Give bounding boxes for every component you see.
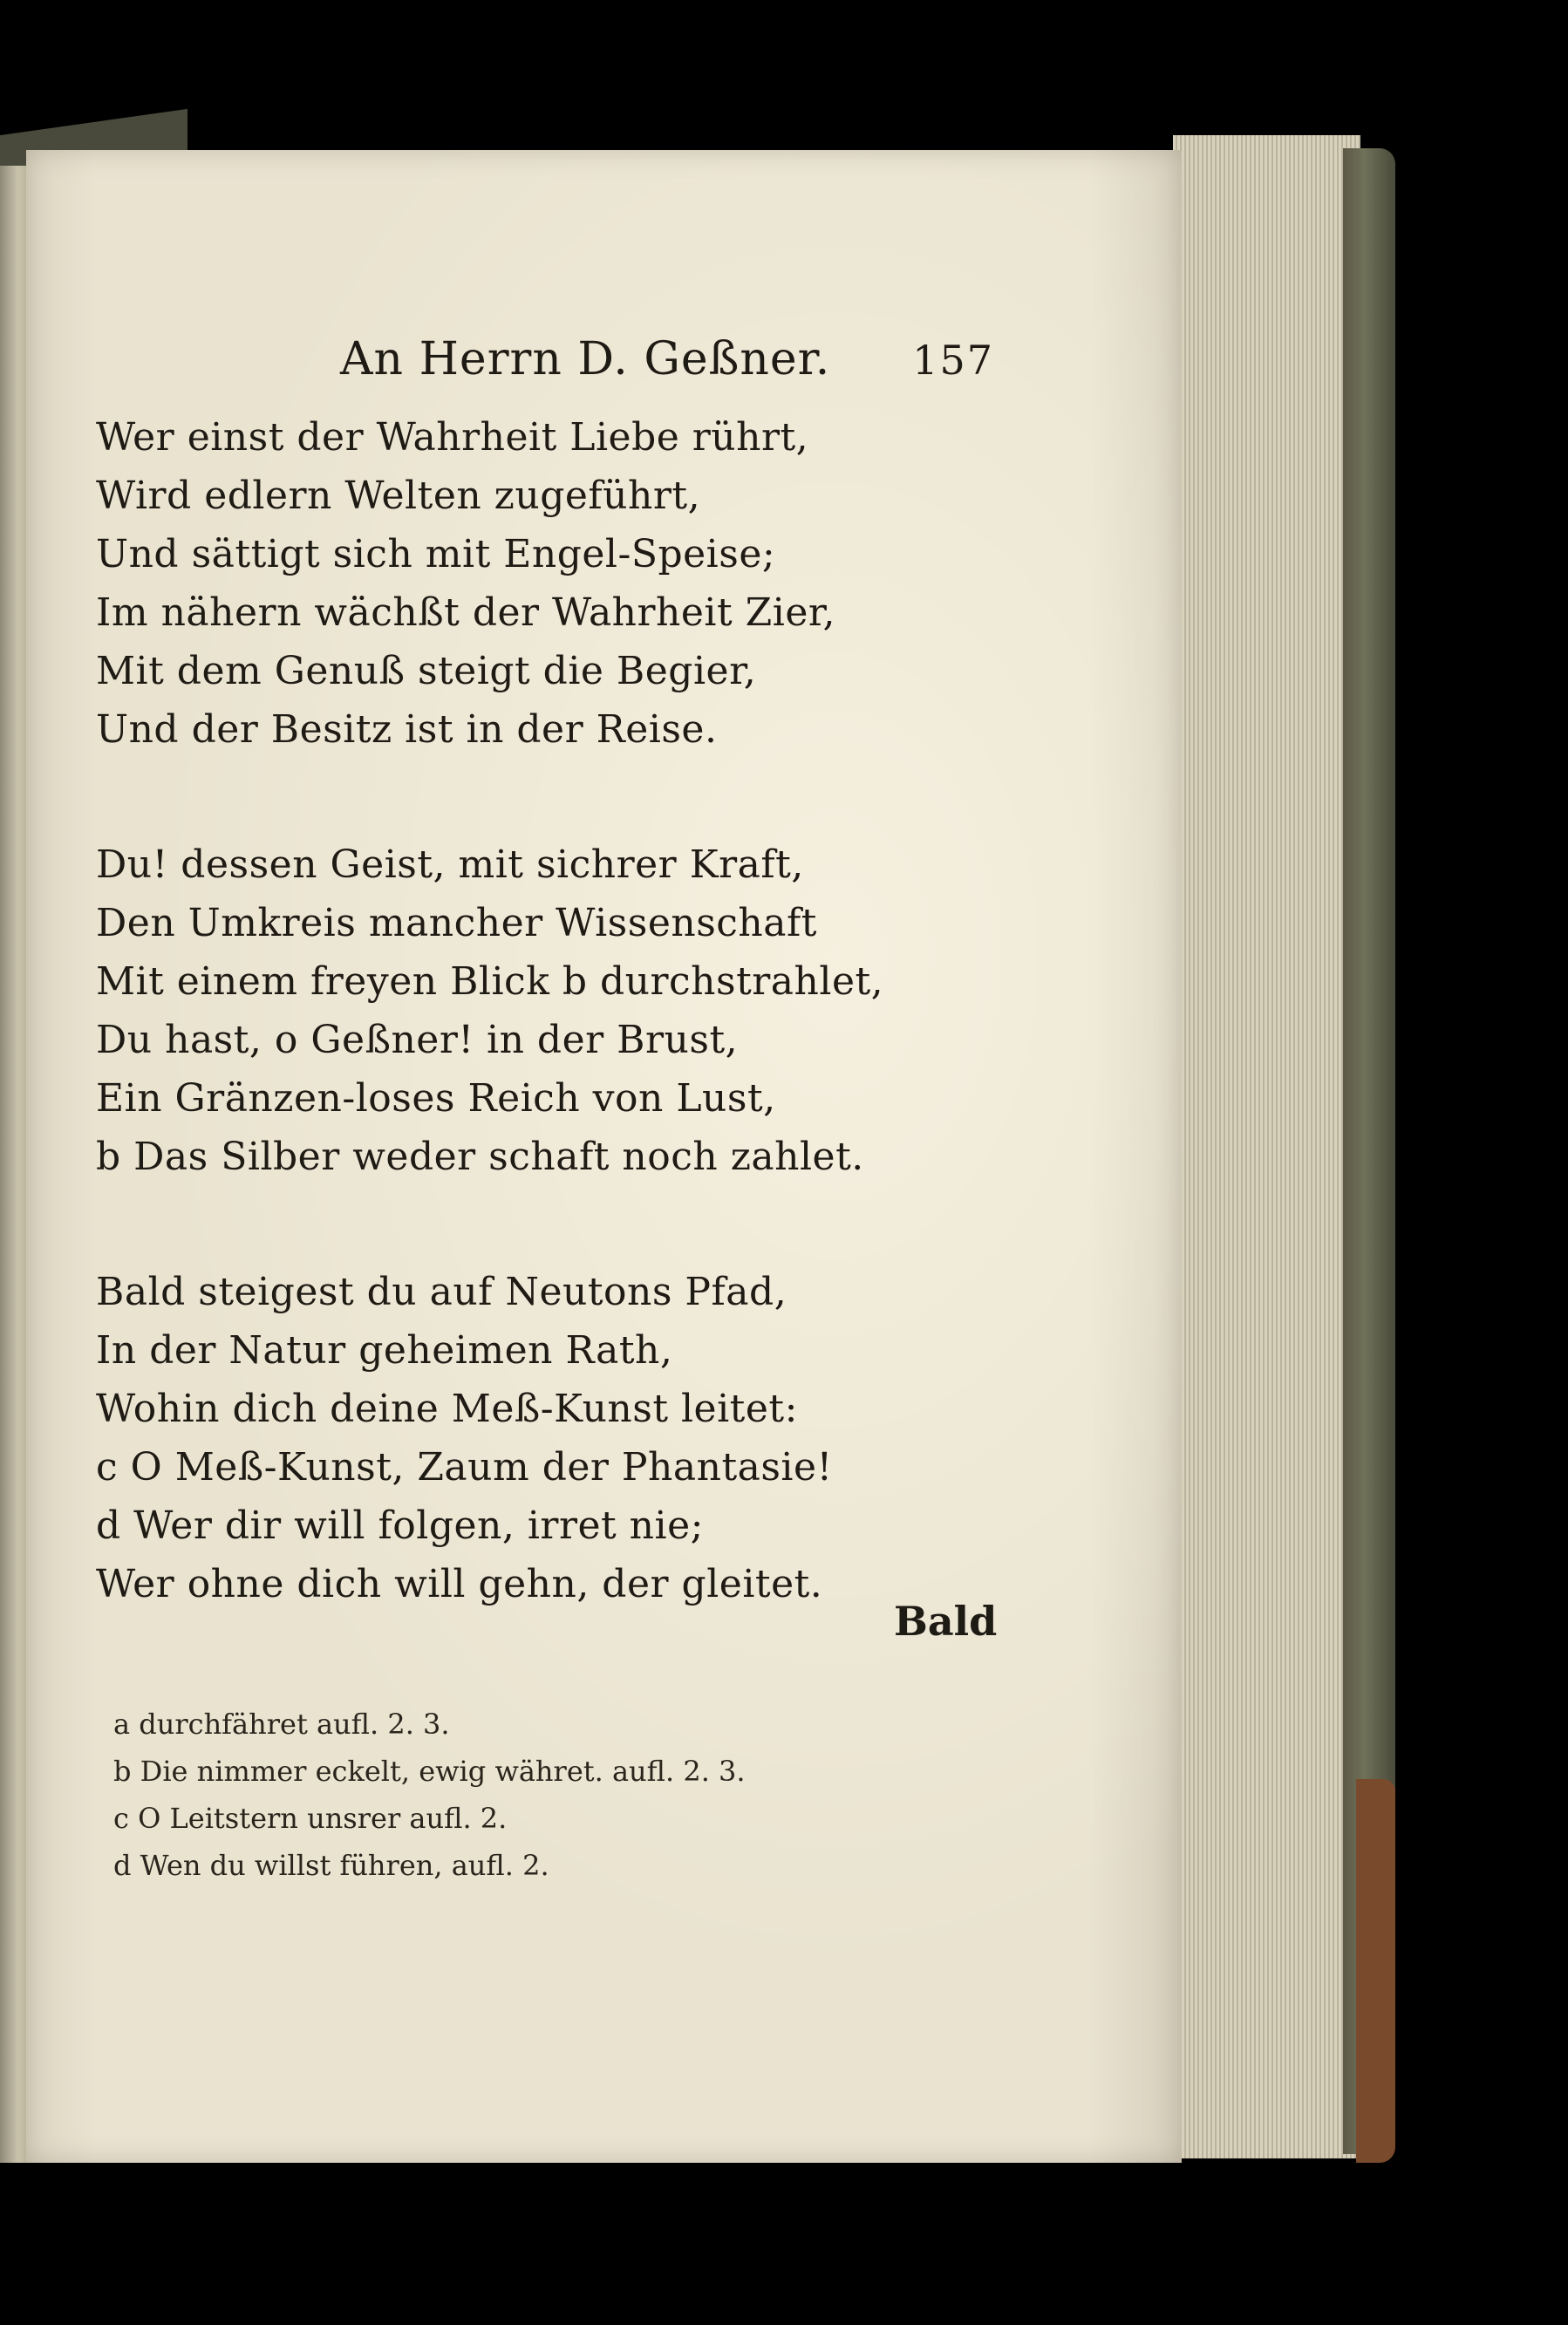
verse-line: Du hast, o Geßner! in der Brust, [96,1018,739,1062]
verse-line: Wer einst der Wahrheit Liebe rührt, [96,415,809,460]
verse-line: Im nähern wächßt der Wahrheit Zier, [96,590,836,635]
page-number: 157 [912,337,994,384]
footnote-c: c O Leitstern unsrer aufl. 2. [113,1802,508,1835]
verse-line: Wird edlern Welten zugeführt, [96,474,701,518]
verse-line: Und sättigt sich mit Engel-Speise; [96,532,776,576]
verse-line: d Wer dir will folgen, irret nie; [96,1503,704,1548]
verse-line: b Das Silber weder schaft noch zahlet. [96,1135,864,1179]
footnote-d: d Wen du willst führen, aufl. 2. [113,1849,549,1882]
verse-line: Mit einem freyen Blick b durchstrahlet, [96,959,884,1004]
verse-line: c O Meß-Kunst, Zaum der Phantasie! [96,1445,833,1490]
verse-line: Den Umkreis mancher Wissenschaft [96,901,817,945]
running-title: An Herrn D. Geßner. [340,333,831,385]
poem-body [96,408,884,1690]
verse-line: Ein Gränzen-loses Reich von Lust, [96,1076,776,1121]
left-page-edge [0,166,30,2163]
page-header [340,333,1020,394]
verse-line: Mit dem Genuß steigt die Begier, [96,649,757,693]
stanza-3 [96,1263,881,1613]
book-cover-leather [1356,1779,1395,2163]
verse-line: Und der Besitz ist in der Reise. [96,707,718,752]
verse-line: In der Natur geheimen Rath, [96,1328,673,1373]
stanza-2 [96,835,884,1186]
verse-line: Wohin dich deine Meß-Kunst leitet: [96,1387,798,1431]
page-edges-block [1173,135,1360,2158]
stanza-1 [96,408,881,759]
verse-line: Bald steigest du auf Neutons Pfad, [96,1270,787,1314]
verse-line: Wer ohne dich will gehn, der gleitet. [96,1562,823,1606]
verse-line: Du! dessen Geist, mit sichrer Kraft, [96,842,804,887]
footnote-a: a durchfähret aufl. 2. 3. [113,1708,450,1741]
footnotes [113,1701,746,1889]
catchword: Bald [894,1598,998,1645]
footnote-b: b Die nimmer eckelt, ewig währet. aufl. 2. 3. [113,1755,746,1788]
